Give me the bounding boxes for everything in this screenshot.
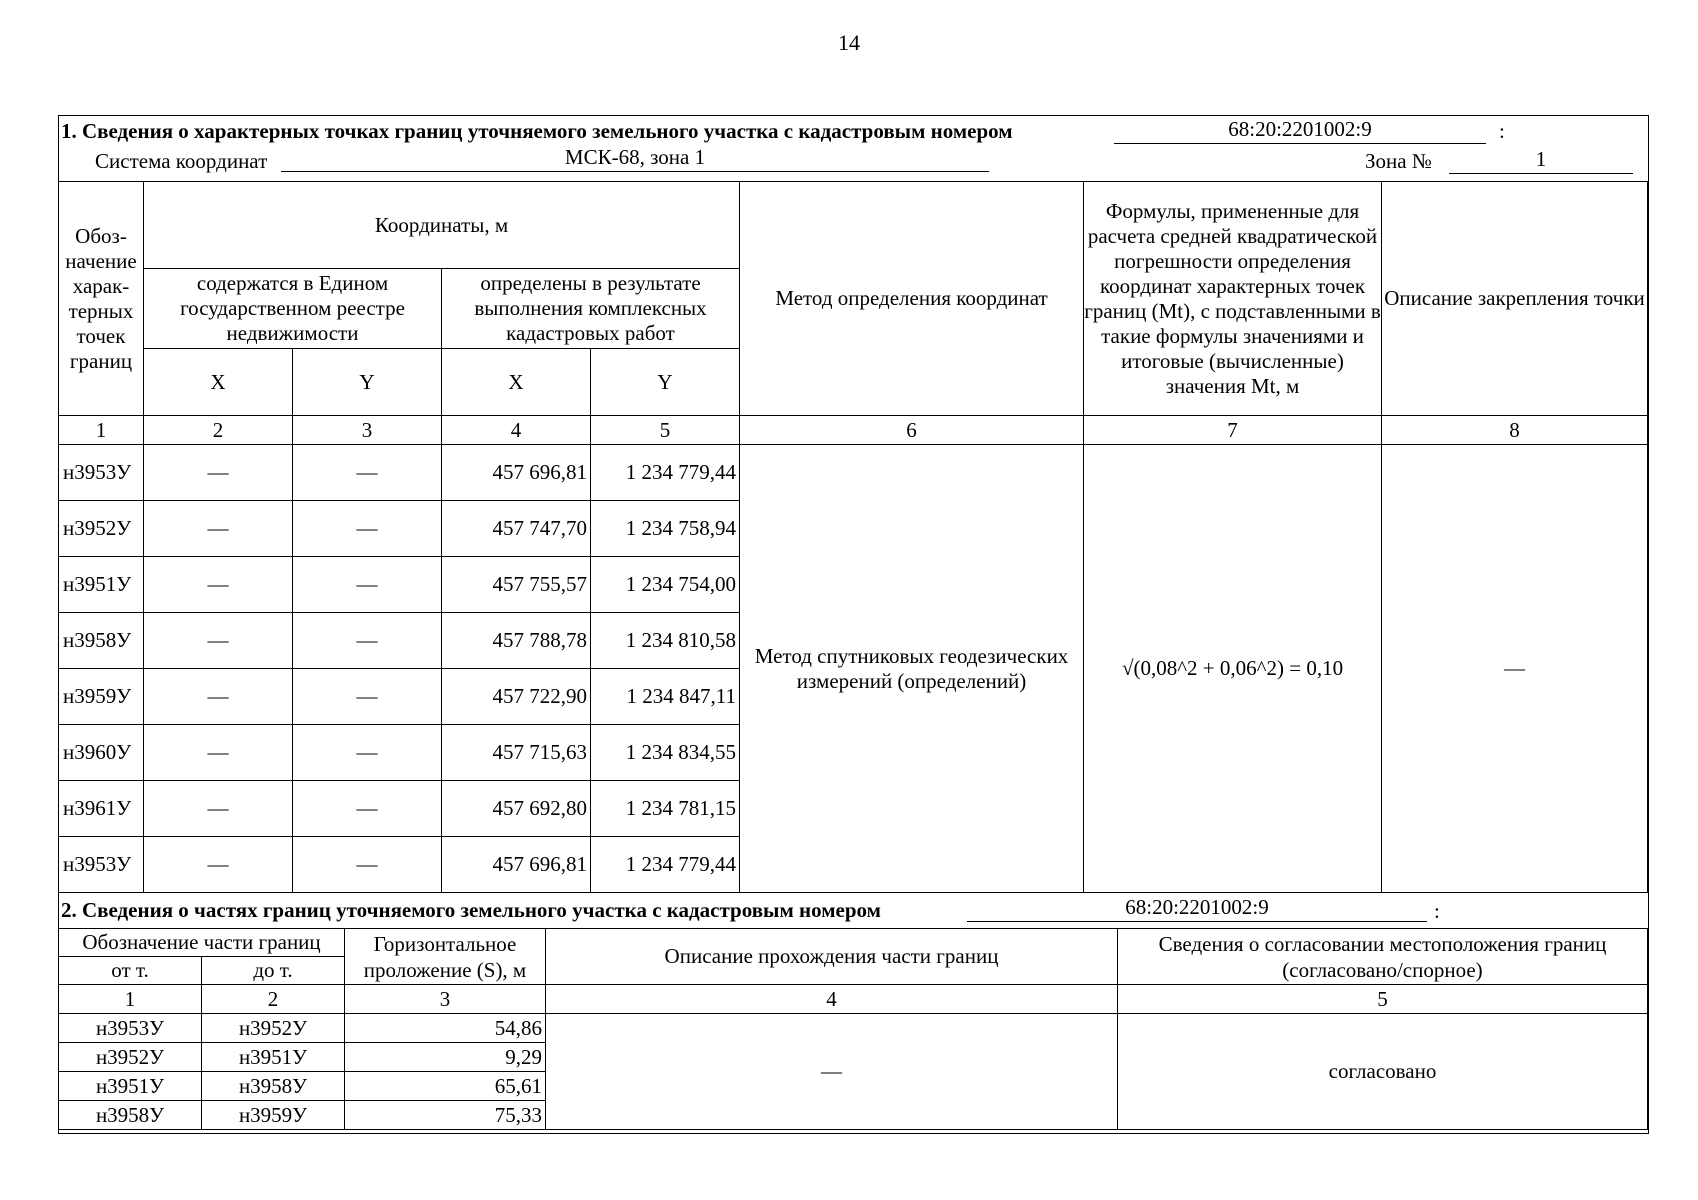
column-number: 1 (59, 985, 202, 1014)
horizontal-distance: 75,33 (345, 1101, 546, 1130)
header-fixing: Описание закрепления точки (1382, 182, 1648, 416)
column-number: 4 (546, 985, 1118, 1014)
section1-header (59, 116, 1648, 182)
y-coordinate: 1 234 810,58 (591, 613, 740, 669)
y-coordinate: 1 234 779,44 (591, 837, 740, 893)
header-part-designation: Обозначение части границ (59, 929, 345, 957)
to-point: н3951У (202, 1043, 345, 1072)
document-sheet (58, 115, 1649, 1134)
y-coordinate: 1 234 847,11 (591, 669, 740, 725)
to-point: н3952У (202, 1014, 345, 1043)
x-coordinate: 457 696,81 (442, 445, 591, 501)
x-registry: — (144, 781, 293, 837)
point-name: н3951У (59, 557, 144, 613)
section1-cadastral-number: 68:20:2201002:9 (1114, 116, 1486, 144)
column-number: 2 (144, 416, 293, 445)
column-number: 1 (59, 416, 144, 445)
x-registry: — (144, 725, 293, 781)
section2-cadastral-number: 68:20:2201002:9 (967, 894, 1427, 922)
y-registry: — (293, 781, 442, 837)
column-number: 2 (202, 985, 345, 1014)
header-method: Метод определения координат (740, 182, 1084, 416)
section2-title: 2. Сведения о частях границ уточняемого земельного участка с кадастровым номером (61, 898, 881, 922)
header-y-registry: Y (293, 349, 442, 416)
x-registry: — (144, 557, 293, 613)
y-registry: — (293, 445, 442, 501)
point-name: н3959У (59, 669, 144, 725)
zone-label: Зона № (1365, 149, 1432, 173)
method-value: Метод спутниковых геодезических измерений (определений) (740, 445, 1084, 893)
point-name: н3961У (59, 781, 144, 837)
y-coordinate: 1 234 758,94 (591, 501, 740, 557)
column-number: 3 (345, 985, 546, 1014)
y-coordinate: 1 234 781,15 (591, 781, 740, 837)
point-name: н3952У (59, 501, 144, 557)
x-coordinate: 457 692,80 (442, 781, 591, 837)
header-from: от т. (59, 957, 202, 985)
column-number: 5 (1118, 985, 1648, 1014)
parts-table (58, 928, 1648, 1130)
x-registry: — (144, 445, 293, 501)
zone-value: 1 (1449, 146, 1633, 174)
from-point: н3952У (59, 1043, 202, 1072)
header-y-determined: Y (591, 349, 740, 416)
header-point-designation: Обоз-начение харак-терных точек границ (59, 182, 144, 416)
header-in-registry: содержатся в Едином государственном реестре недвижимости (144, 269, 442, 349)
header-description: Описание прохождения части границ (546, 929, 1118, 985)
x-coordinate: 457 747,70 (442, 501, 591, 557)
column-number: 7 (1084, 416, 1382, 445)
y-registry: — (293, 501, 442, 557)
header-x-determined: X (442, 349, 591, 416)
points-table (58, 181, 1648, 893)
point-name: н3958У (59, 613, 144, 669)
y-registry: — (293, 669, 442, 725)
x-coordinate: 457 788,78 (442, 613, 591, 669)
x-coordinate: 457 755,57 (442, 557, 591, 613)
table-row (59, 1014, 1648, 1043)
x-coordinate: 457 715,63 (442, 725, 591, 781)
section1-colon: : (1499, 119, 1505, 143)
horizontal-distance: 65,61 (345, 1072, 546, 1101)
header-coordinates: Координаты, м (144, 182, 740, 269)
column-number: 8 (1382, 416, 1648, 445)
column-number: 5 (591, 416, 740, 445)
header-formulas: Формулы, примененные для расчета средней квадратической погрешности определения координат характерных точек границ (Mt), с подставленными в такие формулы значениями и итоговые (вычисленные) значения Mt, м (1084, 182, 1382, 416)
x-registry: — (144, 669, 293, 725)
x-registry: — (144, 837, 293, 893)
header-agreement: Сведения о согласовании местоположения границ (согласовано/спорное) (1118, 929, 1648, 985)
y-registry: — (293, 725, 442, 781)
horizontal-distance: 54,86 (345, 1014, 546, 1043)
from-point: н3953У (59, 1014, 202, 1043)
coord-system-value: МСК-68, зона 1 (281, 144, 989, 172)
x-registry: — (144, 501, 293, 557)
section2-header (59, 893, 1648, 929)
y-registry: — (293, 837, 442, 893)
header-determined: определены в результате выполнения комплексных кадастровых работ (442, 269, 740, 349)
to-point: н3959У (202, 1101, 345, 1130)
page-number: 14 (838, 30, 860, 55)
header-x-registry: X (144, 349, 293, 416)
x-registry: — (144, 613, 293, 669)
table-row (59, 445, 1648, 501)
y-registry: — (293, 613, 442, 669)
point-name: н3960У (59, 725, 144, 781)
horizontal-distance: 9,29 (345, 1043, 546, 1072)
section2-colon: : (1434, 899, 1440, 923)
column-number: 6 (740, 416, 1084, 445)
column-number: 3 (293, 416, 442, 445)
point-name: н3953У (59, 837, 144, 893)
x-coordinate: 457 722,90 (442, 669, 591, 725)
header-horizontal: Горизонтальное проложение (S), м (345, 929, 546, 985)
header-to: до т. (202, 957, 345, 985)
y-coordinate: 1 234 754,00 (591, 557, 740, 613)
agreement-value: согласовано (1118, 1014, 1648, 1130)
x-coordinate: 457 696,81 (442, 837, 591, 893)
to-point: н3958У (202, 1072, 345, 1101)
point-name: н3953У (59, 445, 144, 501)
fixing-value: — (1382, 445, 1648, 893)
description-value: — (546, 1014, 1118, 1130)
coord-system-label: Система координат (95, 149, 268, 173)
from-point: н3958У (59, 1101, 202, 1130)
y-coordinate: 1 234 779,44 (591, 445, 740, 501)
y-coordinate: 1 234 834,55 (591, 725, 740, 781)
section1-title: 1. Сведения о характерных точках границ уточняемого земельного участка с кадастровым номером (61, 119, 1013, 143)
formula-value: √(0,08^2 + 0,06^2) = 0,10 (1084, 445, 1382, 893)
y-registry: — (293, 557, 442, 613)
column-number: 4 (442, 416, 591, 445)
from-point: н3951У (59, 1072, 202, 1101)
